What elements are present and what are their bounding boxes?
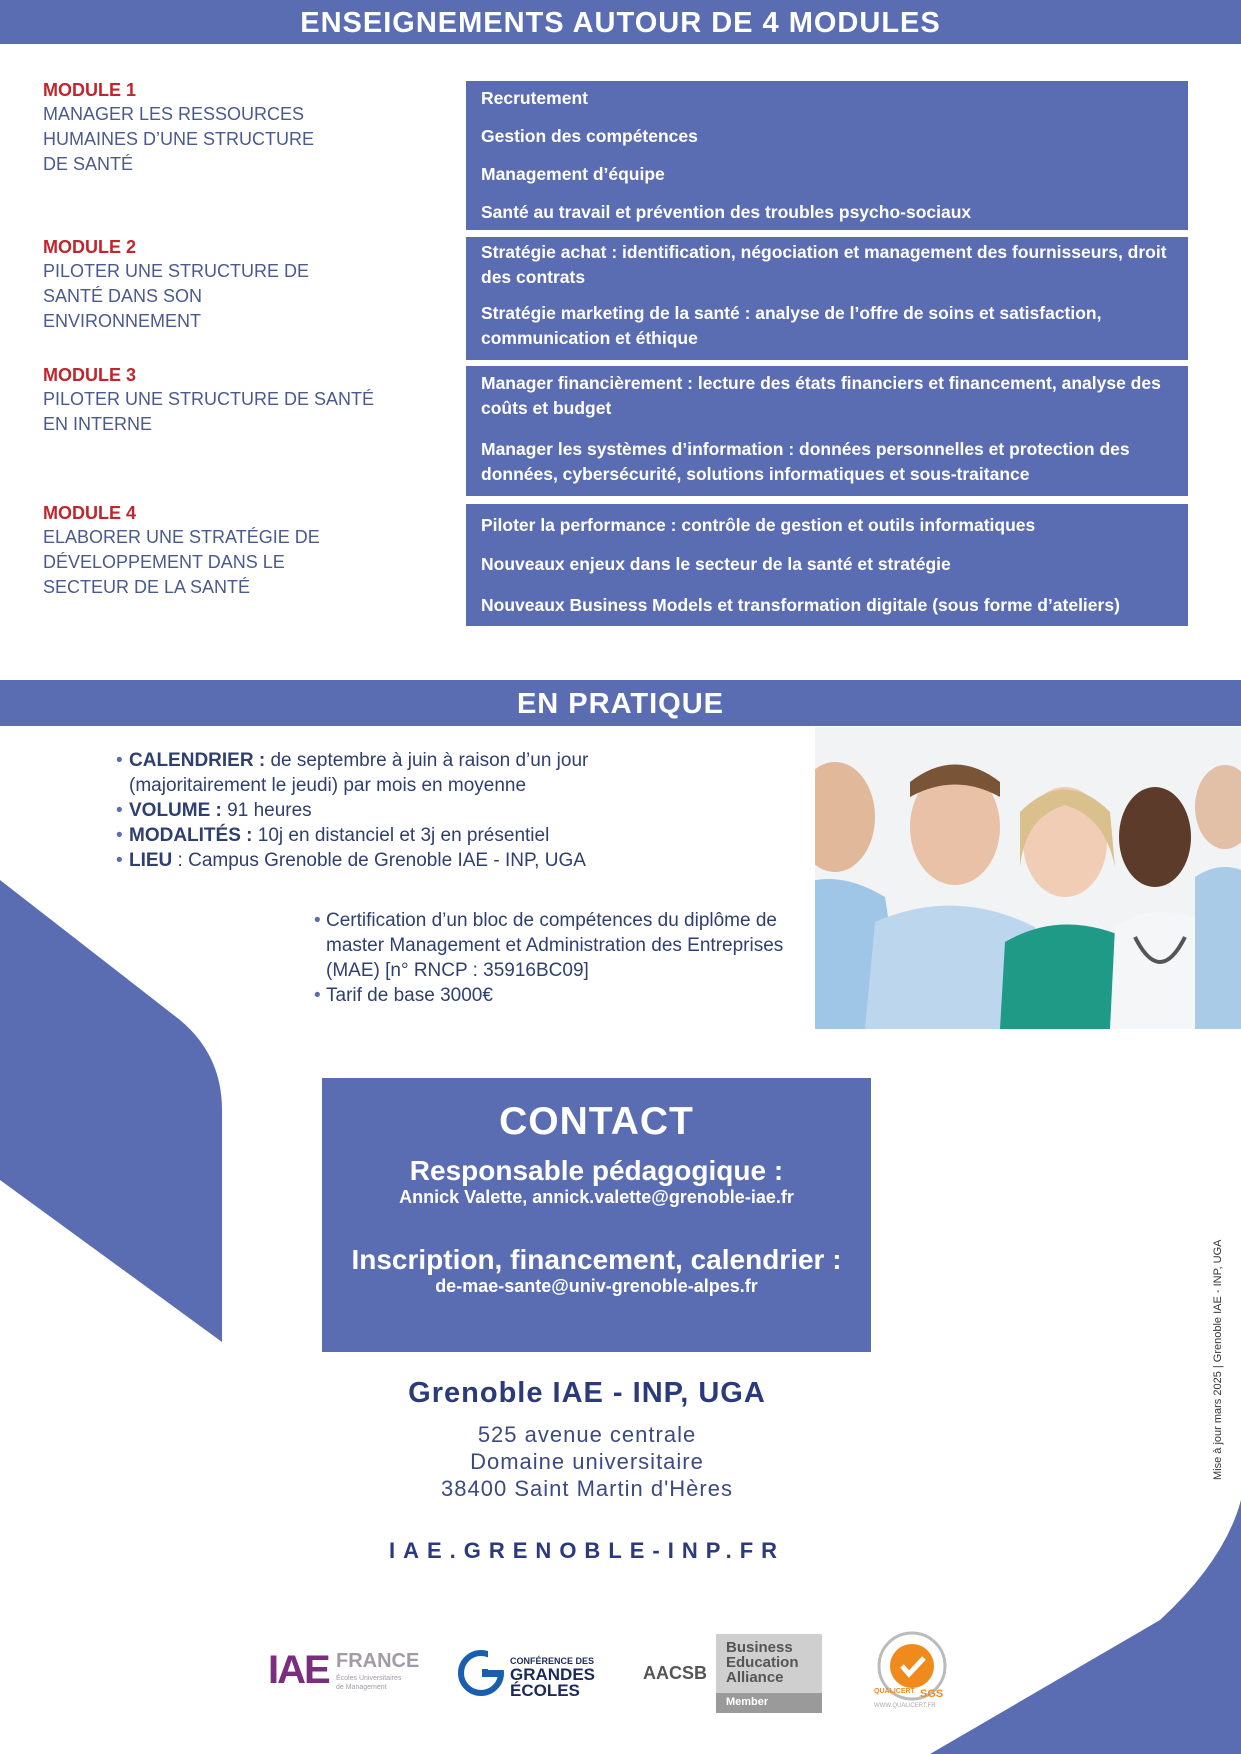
sgs-text: SGS: [920, 1688, 944, 1700]
qualicert-url: WWW.QUALICERT.FR: [874, 1703, 936, 1709]
course-item: Management d’équipe: [481, 164, 665, 184]
module-1-courses: [466, 81, 1188, 230]
item-label: MODALITÉS :: [129, 825, 253, 846]
item-text: 10j en distanciel et 3j en présentiel: [252, 825, 550, 846]
iae-sub: Écoles Universitaires: [336, 1675, 402, 1682]
list-item: [116, 798, 636, 823]
address-line: 525 avenue centrale: [477, 1422, 697, 1447]
resp-heading: Responsable pédagogique :: [409, 1155, 784, 1186]
item-text: : Campus Grenoble de Grenoble IAE - INP, UGA: [172, 850, 586, 871]
list-item: [116, 748, 636, 798]
cge-text: CONFÉRENCE DES: [510, 1656, 595, 1666]
course-item: Nouveaux Business Models et transformation digitale (sous forme d’ateliers): [481, 595, 1120, 615]
module-title: PILOTER UNE STRUCTURE DE SANTÉ DANS SON ENVIRONNEMENT: [43, 261, 310, 331]
module-number: MODULE 1: [43, 80, 137, 100]
module-4-courses: [466, 504, 1188, 626]
bea-text: Business: [726, 1639, 793, 1656]
bea-text: Education: [726, 1654, 799, 1671]
course-item: Piloter la performance : contrôle de gestion et outils informatiques: [481, 515, 1036, 535]
iae-sub: de Management: [336, 1684, 387, 1691]
module-number: MODULE 2: [43, 237, 137, 257]
course-item: Nouveaux enjeux dans le secteur de la santé et stratégie: [481, 554, 951, 574]
bea-member: Member: [726, 1696, 769, 1708]
medical-team-photo: [815, 727, 1241, 1029]
iae-france-logo: [268, 1630, 420, 1712]
modules-header: ENSEIGNEMENTS AUTOUR DE 4 MODULES: [0, 0, 1241, 44]
qualicert-sgs-logo: [872, 1630, 962, 1712]
bea-text: Alliance: [726, 1669, 784, 1686]
module-number: MODULE 4: [43, 503, 137, 523]
contact-box: [322, 1078, 871, 1352]
qualicert-text: QUALICERT: [874, 1688, 915, 1695]
item-label: CALENDRIER :: [129, 750, 266, 771]
aacsb-logo: [643, 1630, 823, 1712]
module-number: MODULE 3: [43, 365, 137, 385]
cge-text: ÉCOLES: [510, 1681, 580, 1700]
item-text: 91 heures: [221, 800, 312, 821]
decorative-wave-left: [0, 880, 230, 1350]
address-line: 38400 Saint Martin d'Hères: [441, 1476, 733, 1501]
institution-name: Grenoble IAE - INP, UGA: [408, 1377, 766, 1409]
inscription-email[interactable]: de-mae-sante@univ-grenoble-alpes.fr: [435, 1276, 758, 1296]
iae-mark: IAE: [268, 1648, 329, 1692]
module-3-label: [43, 363, 373, 437]
list-item: [116, 823, 636, 848]
resp-contact[interactable]: Annick Valette, annick.valette@grenoble-iae.fr: [399, 1187, 794, 1207]
list-item: • Certification d’un bloc de compétences du diplôme de master Management et Administration des Entreprises (MAE) [n° RNCP : 35916BC09]: [314, 908, 784, 983]
cge-logo: [458, 1630, 598, 1712]
module-2-courses: [466, 237, 1188, 360]
course-item: Stratégie marketing de la santé : analyse de l’offre de soins et satisfaction, communication et éthique: [481, 303, 1102, 348]
course-item: Santé au travail et prévention des troubles psycho-sociaux: [481, 202, 972, 222]
course-item: Recrutement: [481, 88, 588, 108]
decorative-wave-right: [930, 1500, 1241, 1754]
list-item: • Tarif de base 3000€: [314, 983, 784, 1008]
address-block: [340, 1375, 834, 1502]
item-text: de septembre à juin à raison d’un jour (majoritairement le jeudi) par mois en moyenne: [129, 750, 589, 796]
bea-badge: [716, 1634, 822, 1713]
module-title: MANAGER LES RESSOURCES HUMAINES D’UNE STRUCTURE DE SANTÉ: [43, 104, 315, 174]
item-label: VOLUME :: [129, 800, 222, 821]
address-line: Domaine universitaire: [470, 1449, 704, 1474]
module-3-courses: [466, 366, 1188, 496]
course-item: Stratégie achat : identification, négociation et management des fournisseurs, droit des contrats: [481, 242, 1167, 287]
contact-title: CONTACT: [499, 1100, 694, 1143]
inscription-heading: Inscription, financement, calendrier :: [351, 1244, 842, 1275]
course-item: Gestion des compétences: [481, 126, 698, 146]
aacsb-text: AACSB: [643, 1663, 708, 1683]
course-item: Manager financièrement : lecture des états financiers et financement, analyse des coûts et budget: [481, 373, 1161, 418]
iae-france-text: FRANCE: [336, 1650, 420, 1672]
module-4-label: [43, 501, 373, 600]
cge-icon: [458, 1650, 504, 1696]
list-item: [116, 848, 636, 873]
module-title: PILOTER UNE STRUCTURE DE SANTÉ EN INTERNE: [43, 389, 375, 434]
pratique-header: EN PRATIQUE: [0, 680, 1241, 726]
website-link[interactable]: IAE.GRENOBLE-INP.FR: [388, 1538, 786, 1563]
course-item: Manager les systèmes d’information : données personnelles et protection des données, cybersécurité, solutions informatiques et sous-traitance: [481, 439, 1130, 484]
module-1-label: [43, 78, 373, 177]
pratique-list: [116, 748, 636, 873]
module-title: ELABORER UNE STRATÉGIE DE DÉVELOPPEMENT DANS LE SECTEUR DE LA SANTÉ: [43, 527, 320, 597]
update-note: Mise à jour mars 2025 | Grenoble IAE - INP, UGA: [1212, 1239, 1224, 1480]
item-label: LIEU: [129, 850, 173, 871]
cge-text: GRANDES: [510, 1665, 596, 1684]
module-2-label: [43, 235, 373, 334]
certification-list: [314, 908, 784, 1008]
